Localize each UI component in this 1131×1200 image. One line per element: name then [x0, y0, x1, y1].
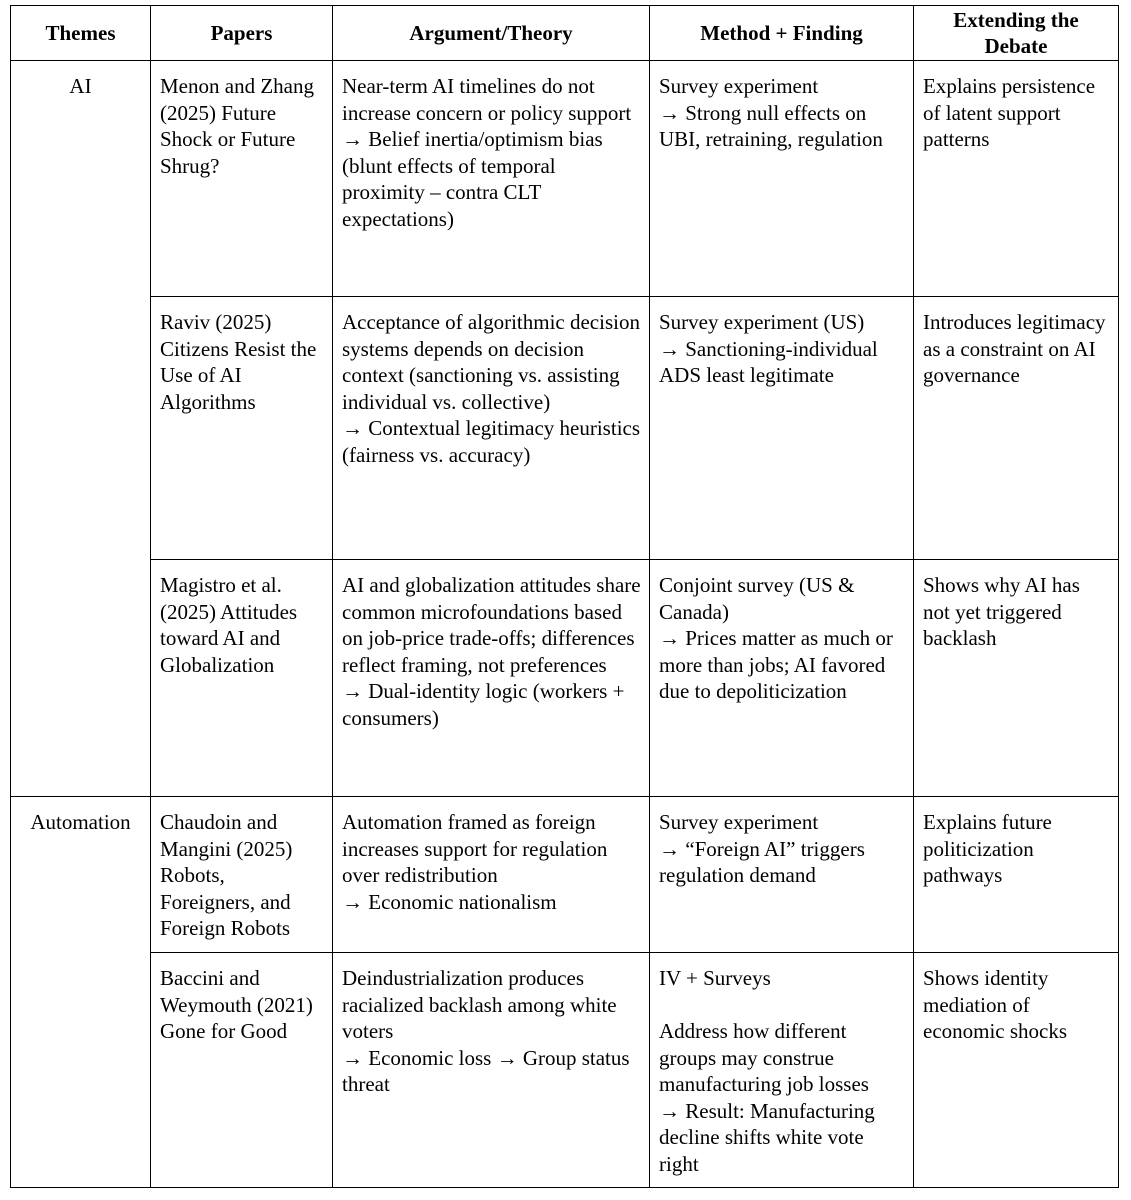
- method-cell: Survey experiment → “Foreign AI” triggers regulation demand: [650, 797, 914, 953]
- header-extending-debate: Extending the Debate: [914, 6, 1119, 61]
- table-row: [11, 560, 1119, 797]
- extending-cell: Explains future politicization pathways: [914, 797, 1119, 953]
- table-row: [11, 797, 1119, 953]
- header-row: [11, 6, 1119, 61]
- method-cell: Survey experiment → Strong null effects on UBI, retraining, regulation: [650, 61, 914, 297]
- method-cell: IV + Surveys Address how different groups may construe manufacturing job losses → Result: Manufacturing decline shifts white vote right: [650, 953, 914, 1188]
- argument-cell: Automation framed as foreign increases support for regulation over redistribution → Economic nationalism: [333, 797, 650, 953]
- extending-cell: Explains persistence of latent support patterns: [914, 61, 1119, 297]
- extending-cell: Shows why AI has not yet triggered backlash: [914, 560, 1119, 797]
- theme-cell: AI: [11, 61, 151, 297]
- paper-cell: Magistro et al. (2025) Attitudes toward AI and Globalization: [151, 560, 333, 797]
- argument-cell: AI and globalization attitudes share common microfoundations based on job-price trade-offs; differences reflect framing, not preferences → Dual-identity logic (workers + consumers): [333, 560, 650, 797]
- paper-cell: Raviv (2025) Citizens Resist the Use of AI Algorithms: [151, 297, 333, 560]
- argument-cell: Deindustrialization produces racialized backlash among white voters → Economic loss → Group status threat: [333, 953, 650, 1188]
- header-papers: Papers: [151, 6, 333, 61]
- header-argument-theory: Argument/Theory: [333, 6, 650, 61]
- method-cell: Conjoint survey (US & Canada) → Prices matter as much or more than jobs; AI favored due to depoliticization: [650, 560, 914, 797]
- theme-cell: [11, 953, 151, 1188]
- paper-cell: Baccini and Weymouth (2021) Gone for Good: [151, 953, 333, 1188]
- extending-cell: Shows identity mediation of economic shocks: [914, 953, 1119, 1188]
- argument-cell: Near-term AI timelines do not increase concern or policy support → Belief inertia/optimism bias (blunt effects of temporal proximity – contra CLT expectations): [333, 61, 650, 297]
- theme-cell: [11, 297, 151, 560]
- header-themes: Themes: [11, 6, 151, 61]
- extending-cell: Introduces legitimacy as a constraint on AI governance: [914, 297, 1119, 560]
- table-row: [11, 953, 1119, 1188]
- paper-cell: Chaudoin and Mangini (2025) Robots, Foreigners, and Foreign Robots: [151, 797, 333, 953]
- theme-cell: Automation: [11, 797, 151, 953]
- theme-cell: [11, 560, 151, 797]
- header-method-finding: Method + Finding: [650, 6, 914, 61]
- paper-cell: Menon and Zhang (2025) Future Shock or Future Shrug?: [151, 61, 333, 297]
- table-row: [11, 297, 1119, 560]
- method-cell: Survey experiment (US) → Sanctioning-individual ADS least legitimate: [650, 297, 914, 560]
- literature-review-table: [10, 5, 1119, 1188]
- table-row: [11, 61, 1119, 297]
- argument-cell: Acceptance of algorithmic decision systems depends on decision context (sanctioning vs. assisting individual vs. collective) → Contextual legitimacy heuristics (fairness vs. accuracy): [333, 297, 650, 560]
- literature-review-table-container: [10, 5, 1119, 1188]
